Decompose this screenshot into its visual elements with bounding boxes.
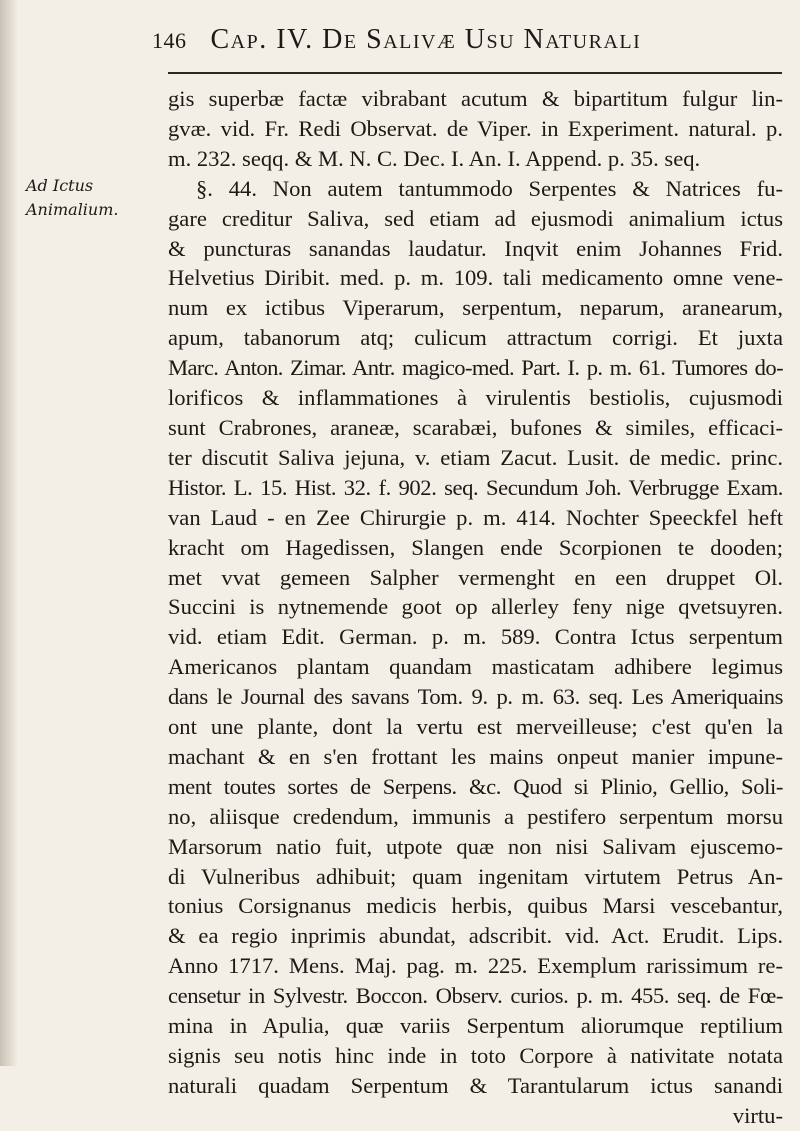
text-line: m. 232. seqq. & M. N. C. Dec. I. An. I. Append. p. 35. seq. — [168, 145, 701, 171]
text-line: Histor. L. 15. Hist. 32. f. 902. seq. Secundum Joh. Verbrugge Exam. — [168, 474, 783, 500]
text-line: mina in Apulia, quæ variis Serpentum aliorumque reptilium — [168, 1013, 783, 1039]
text-line: naturali quadam Serpentum & Tarantularum ictus sanandi — [168, 1072, 783, 1098]
text-line: Marc. Anton. Zimar. Antr. magico-med. Part. I. p. m. 61. Tumores do- — [168, 355, 783, 381]
page-header — [152, 24, 782, 72]
margin-note-line: Animalium. — [26, 200, 119, 219]
text-line: apum, tabanorum atq; culicum attractum corrigi. Et juxta — [168, 325, 783, 351]
text-line: censetur in Sylvestr. Boccon. Observ. curios. p. m. 455. seq. de Fœ- — [168, 983, 783, 1009]
text-line: di Vulneribus adhibuit; quam ingenitam virtutem Petrus An- — [168, 863, 783, 889]
text-line: lorificos & inflammationes à virulentis bestiolis, cujusmodi — [168, 385, 783, 411]
margin-note-line: Ad Ictus — [26, 176, 94, 195]
text-line: §. 44. Non autem tantummodo Serpentes & Natrices fu- — [196, 175, 783, 201]
text-line: met vvat gemeen Salpher vermenght en een druppet Ol. — [168, 564, 783, 590]
text-line: ter discutit Saliva jejuna, v. etiam Zacut. Lusit. de medic. princ. — [168, 444, 783, 470]
text-line: Americanos plantam quandam masticatam adhibere legimus — [168, 654, 783, 680]
text-line: vid. etiam Edit. German. p. m. 589. Contra Ictus serpentum — [168, 624, 783, 650]
text-line: gvæ. vid. Fr. Redi Observat. de Viper. in Experiment. natural. p. — [168, 115, 783, 141]
page-number: 146 — [152, 28, 187, 53]
text-line: no, aliisque credendum, immunis a pestifero serpentum morsu — [168, 803, 783, 829]
text-line: van Laud - en Zee Chirurgie p. m. 414. Nochter Speeckfel heft — [168, 504, 783, 530]
text-line: virtu- — [732, 1102, 783, 1128]
text-line: Helvetius Diribit. med. p. m. 109. tali medicamento omne vene- — [168, 265, 783, 291]
text-line: dans le Journal des savans Tom. 9. p. m. 63. seq. Les Ameriquains — [168, 684, 783, 710]
text-line: ment toutes sortes de Serpens. &c. Quod si Plinio, Gellio, Soli- — [168, 773, 783, 799]
text-line: num ex ictibus Viperarum, serpentum, neparum, aranearum, — [168, 295, 783, 321]
body-text — [168, 84, 783, 1131]
text-line: Marsorum natio fuit, utpote quæ non nisi Salivam ejuscemo- — [168, 833, 783, 859]
page-gutter-shadow — [0, 0, 18, 1066]
running-head: Cap. IV. De Salivæ Usu Naturali — [210, 24, 642, 55]
text-line: machant & en s'en frottant les mains onpeut manier impune- — [168, 743, 783, 769]
text-line: sunt Crabrones, araneæ, scarabæi, bufones & similes, efficaci- — [168, 414, 783, 440]
header-rule — [168, 72, 782, 74]
text-line: Succini is nytnemende goot op allerley feny nige qvetsuyren. — [168, 594, 783, 620]
text-line: & puncturas sanandas laudatur. Inqvit enim Johannes Frid. — [168, 235, 783, 261]
margin-note — [26, 174, 119, 222]
text-line: tonius Corsignanus medicis herbis, quibus Marsi vescebantur, — [168, 893, 783, 919]
text-line: signis seu notis hinc inde in toto Corpore à nativitate notata — [168, 1043, 783, 1068]
text-line: & ea regio inprimis abundat, adscribit. vid. Act. Erudit. Lips. — [168, 923, 783, 949]
text-line: Anno 1717. Mens. Maj. pag. m. 225. Exemplum rarissimum re- — [168, 953, 783, 979]
text-line: kracht om Hagedissen, Slangen ende Scorpionen te dooden; — [168, 534, 783, 560]
text-line: gare creditur Saliva, sed etiam ad ejusmodi animalium ictus — [168, 205, 783, 231]
text-line: ont une plante, dont la vertu est merveilleuse; c'est qu'en la — [168, 714, 783, 740]
text-line: gis superbæ factæ vibrabant acutum & bipartitum fulgur lin- — [168, 86, 783, 111]
